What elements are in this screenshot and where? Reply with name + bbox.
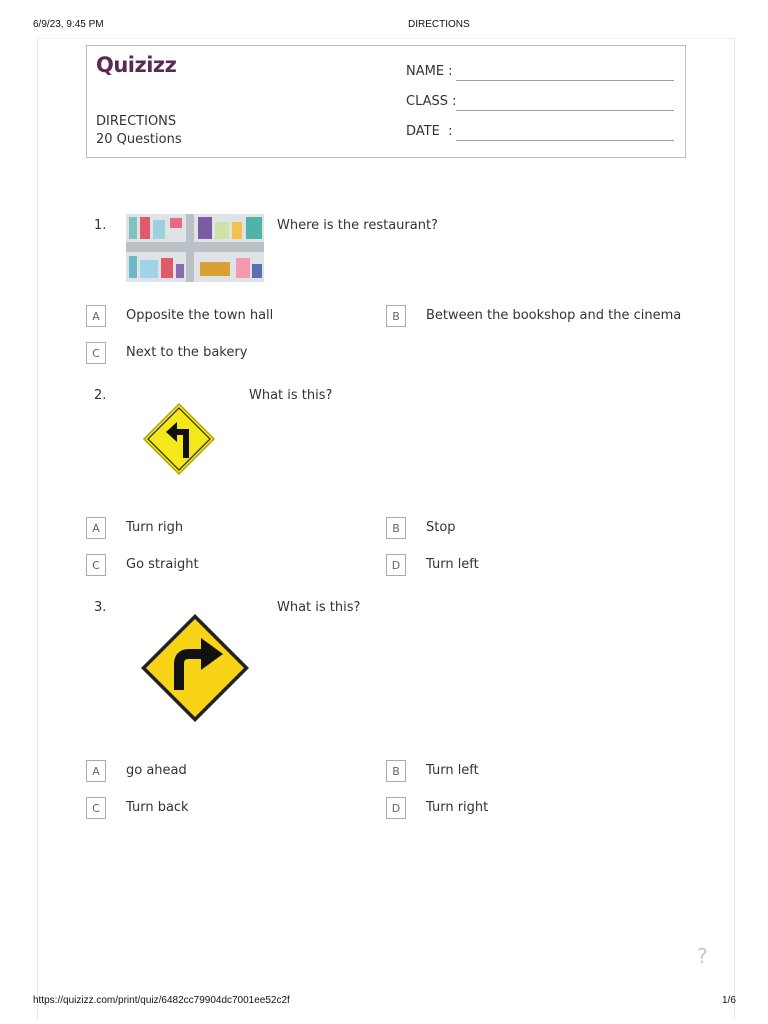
q2-option-c-text: Go straight (126, 557, 199, 572)
q2-option-a-box[interactable]: A (86, 517, 106, 539)
name-field[interactable] (456, 80, 674, 81)
question-3-number: 3. (94, 600, 107, 615)
q2-option-d-text: Turn left (426, 557, 479, 572)
print-page-number: 1/6 (722, 995, 736, 1006)
q3-option-a-box[interactable]: A (86, 760, 106, 782)
q2-option-a-text: Turn righ (126, 520, 184, 535)
q3-option-c-box[interactable]: C (86, 797, 106, 819)
q3-option-c-text: Turn back (126, 800, 189, 815)
q3-option-b-box[interactable]: B (386, 760, 406, 782)
q2-option-b-text: Stop (426, 520, 456, 535)
q1-option-c-text: Next to the bakery (126, 345, 248, 360)
q2-option-d-box[interactable]: D (386, 554, 406, 576)
name-label: NAME : (406, 64, 453, 79)
print-datetime: 6/9/23, 9:45 PM (33, 19, 104, 30)
q3-option-d-text: Turn right (426, 800, 489, 815)
print-title: DIRECTIONS (408, 19, 470, 30)
question-3-text: What is this? (277, 600, 361, 615)
question-1-text: Where is the restaurant? (277, 218, 438, 233)
q2-option-c-box[interactable]: C (86, 554, 106, 576)
q3-option-a-text: go ahead (126, 763, 187, 778)
turn-right-sign-icon (139, 612, 251, 724)
question-count: 20 Questions (96, 132, 182, 147)
question-2-text: What is this? (249, 388, 333, 403)
q1-option-c-box[interactable]: C (86, 342, 106, 364)
turn-left-sign-icon (142, 402, 216, 476)
town-map-image (126, 214, 264, 282)
quizizz-logo: Quizizz (96, 53, 177, 77)
help-icon[interactable]: ? (697, 944, 708, 968)
q1-option-b-text: Between the bookshop and the cinema (426, 308, 682, 323)
q2-option-b-box[interactable]: B (386, 517, 406, 539)
question-1-number: 1. (94, 218, 107, 233)
quiz-title: DIRECTIONS (96, 114, 177, 129)
q3-option-d-box[interactable]: D (386, 797, 406, 819)
q1-option-a-box[interactable]: A (86, 305, 106, 327)
q3-option-b-text: Turn left (426, 763, 479, 778)
print-url: https://quizizz.com/print/quiz/6482cc79904dc7001ee52c2f (33, 995, 290, 1006)
q1-option-b-box[interactable]: B (386, 305, 406, 327)
date-field[interactable] (456, 140, 674, 141)
class-label: CLASS : (406, 94, 457, 109)
q1-option-a-text: Opposite the town hall (126, 308, 274, 323)
class-field[interactable] (456, 110, 674, 111)
date-label: DATE : (406, 124, 453, 139)
question-2-number: 2. (94, 388, 107, 403)
